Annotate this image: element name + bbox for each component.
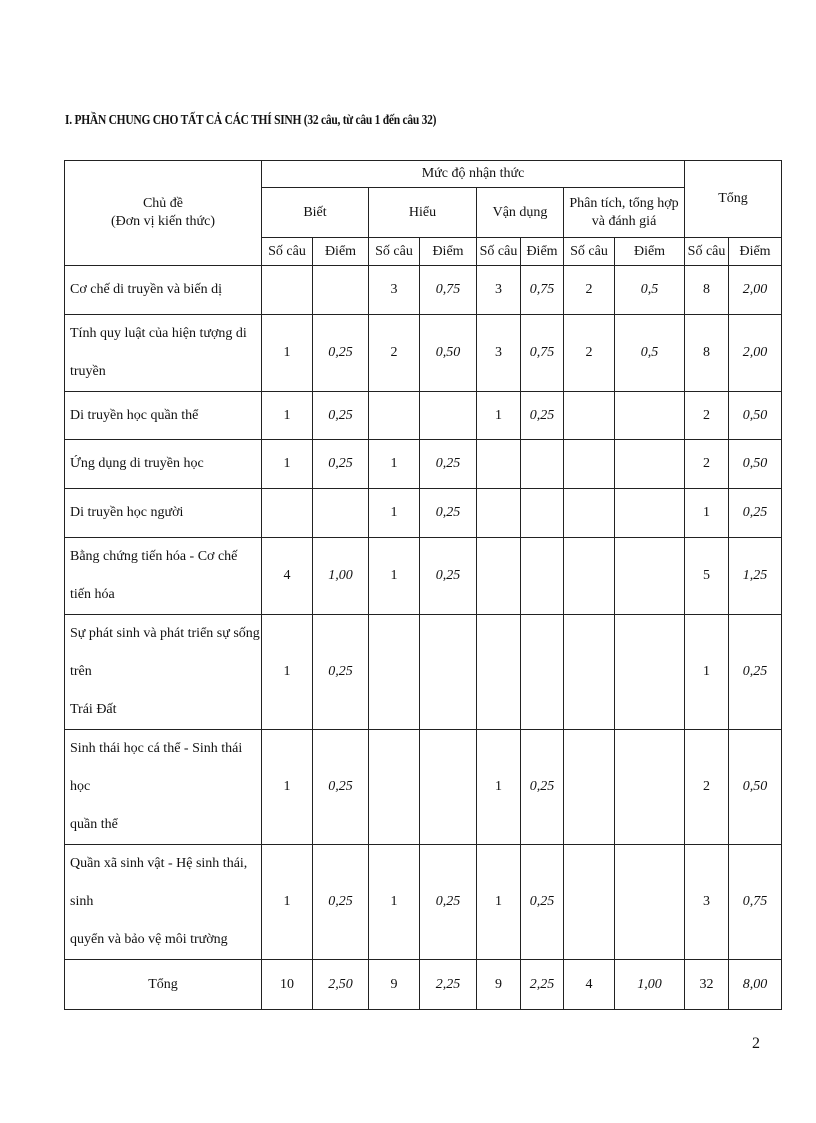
so-cau-cell: 4 <box>564 960 615 1010</box>
diem-cell: 0,25 <box>313 392 369 440</box>
diem-cell: 1,25 <box>729 538 782 615</box>
so-cau-cell: 1 <box>262 440 313 489</box>
table-row <box>65 845 782 960</box>
topic-cell <box>65 266 262 315</box>
so-cau-cell: 9 <box>369 960 420 1010</box>
diem-cell <box>615 845 685 960</box>
topic-line: Sinh thái học cá thể - Sinh thái học <box>70 741 243 794</box>
so-cau-cell: 3 <box>477 266 521 315</box>
diem-cell: 0,5 <box>615 315 685 392</box>
diem-cell <box>420 730 477 845</box>
diem-cell <box>521 489 564 538</box>
table-row <box>65 266 782 315</box>
diem-cell: 2,00 <box>729 315 782 392</box>
so-cau-cell: 1 <box>685 615 729 730</box>
diem-cell: 0,25 <box>420 440 477 489</box>
so-cau-cell <box>564 615 615 730</box>
topic-line: quần thể <box>70 817 118 832</box>
van-dung-header: Vận dụng <box>477 188 564 238</box>
hieu-header: Hiểu <box>369 188 477 238</box>
topic-line: Di truyền học quần thể <box>70 407 199 423</box>
so-cau-cell: 1 <box>262 845 313 960</box>
so-cau-cell: 1 <box>477 845 521 960</box>
diem-cell: 1,00 <box>313 538 369 615</box>
diem-cell: 1,00 <box>615 960 685 1010</box>
so-cau-cell: 1 <box>477 730 521 845</box>
diem-cell: 0,50 <box>729 730 782 845</box>
diem-cell <box>615 615 685 730</box>
so-cau-cell: 1 <box>477 392 521 440</box>
diem-header: Điểm <box>615 238 685 266</box>
so-cau-cell: 8 <box>685 266 729 315</box>
diem-cell <box>313 489 369 538</box>
topic-line: Quần xã sinh vật - Hệ sinh thái, sinh <box>70 856 248 909</box>
topic-line: Sự phát sinh và phát triển sự sống trên <box>70 626 260 679</box>
diem-cell <box>521 538 564 615</box>
so-cau-cell: 1 <box>369 440 420 489</box>
topic-cell <box>65 315 262 392</box>
diem-cell: 0,75 <box>521 266 564 315</box>
so-cau-cell: 1 <box>369 538 420 615</box>
diem-cell: 0,75 <box>521 315 564 392</box>
table-row <box>65 730 782 845</box>
so-cau-cell: 3 <box>685 845 729 960</box>
so-cau-cell <box>477 538 521 615</box>
diem-cell: 0,5 <box>615 266 685 315</box>
so-cau-cell: 1 <box>369 845 420 960</box>
page-number: 2 <box>752 1035 760 1052</box>
so-cau-cell <box>564 489 615 538</box>
diem-cell <box>615 392 685 440</box>
so-cau-cell <box>262 489 313 538</box>
diem-cell: 0,50 <box>729 440 782 489</box>
so-cau-cell: 1 <box>262 730 313 845</box>
so-cau-header: Số câu <box>262 238 313 266</box>
so-cau-cell: 2 <box>685 392 729 440</box>
so-cau-header: Số câu <box>685 238 729 266</box>
diem-header: Điểm <box>313 238 369 266</box>
topic-line: Cơ chế di truyền và biến dị <box>70 282 223 297</box>
phan-tich-header <box>564 188 685 238</box>
knowledge-matrix-table <box>64 160 782 1010</box>
so-cau-cell: 1 <box>685 489 729 538</box>
so-cau-cell <box>477 440 521 489</box>
topic-header-line2: (Đơn vị kiến thức) <box>110 214 216 229</box>
so-cau-header: Số câu <box>564 238 615 266</box>
diem-cell: 0,25 <box>420 489 477 538</box>
so-cau-cell: 8 <box>685 315 729 392</box>
so-cau-cell: 3 <box>369 266 420 315</box>
so-cau-cell <box>564 392 615 440</box>
so-cau-cell <box>477 615 521 730</box>
table-row <box>65 489 782 538</box>
so-cau-cell: 5 <box>685 538 729 615</box>
table-row <box>65 315 782 392</box>
diem-header: Điểm <box>521 238 564 266</box>
diem-cell: 0,25 <box>313 845 369 960</box>
table-row <box>65 538 782 615</box>
topic-line: Trái Đất <box>70 702 117 717</box>
topic-line: Tính quy luật của hiện tượng di truyền <box>70 326 247 379</box>
topic-line: Ứng dụng di truyền học <box>70 456 204 471</box>
phan-tich-header-line1: Phân tích, tổng hợp <box>569 195 679 211</box>
so-cau-cell: 2 <box>685 440 729 489</box>
total-row <box>65 960 782 1010</box>
topic-cell <box>65 489 262 538</box>
so-cau-cell <box>369 615 420 730</box>
diem-cell: 2,50 <box>313 960 369 1010</box>
diem-cell <box>420 615 477 730</box>
so-cau-cell: 1 <box>369 489 420 538</box>
diem-cell: 0,25 <box>729 489 782 538</box>
diem-cell: 0,25 <box>521 392 564 440</box>
table-row <box>65 440 782 489</box>
so-cau-cell <box>564 440 615 489</box>
so-cau-cell: 10 <box>262 960 313 1010</box>
diem-cell: 8,00 <box>729 960 782 1010</box>
so-cau-cell: 32 <box>685 960 729 1010</box>
so-cau-cell <box>564 845 615 960</box>
total-label: Tổng <box>65 960 262 1010</box>
so-cau-cell: 2 <box>564 315 615 392</box>
diem-cell: 0,25 <box>521 730 564 845</box>
so-cau-cell <box>262 266 313 315</box>
so-cau-cell: 9 <box>477 960 521 1010</box>
topic-cell <box>65 730 262 845</box>
diem-cell: 0,25 <box>521 845 564 960</box>
so-cau-cell: 1 <box>262 315 313 392</box>
diem-cell: 2,25 <box>420 960 477 1010</box>
level-group-header: Mức độ nhận thức <box>262 161 685 188</box>
so-cau-cell <box>564 538 615 615</box>
diem-cell: 0,25 <box>313 315 369 392</box>
diem-cell: 0,25 <box>420 538 477 615</box>
diem-cell: 0,25 <box>313 440 369 489</box>
diem-cell: 0,25 <box>729 615 782 730</box>
so-cau-cell: 2 <box>369 315 420 392</box>
topic-line: quyển và bảo vệ môi trường <box>70 932 228 947</box>
topic-cell <box>65 538 262 615</box>
diem-cell <box>615 440 685 489</box>
so-cau-cell: 4 <box>262 538 313 615</box>
topic-cell <box>65 440 262 489</box>
diem-cell: 0,25 <box>313 615 369 730</box>
diem-cell: 0,50 <box>420 315 477 392</box>
biet-header: Biết <box>262 188 369 238</box>
diem-cell: 2,25 <box>521 960 564 1010</box>
diem-cell: 0,75 <box>420 266 477 315</box>
diem-cell <box>420 392 477 440</box>
diem-header: Điểm <box>420 238 477 266</box>
so-cau-cell: 1 <box>262 392 313 440</box>
total-header: Tổng <box>685 161 782 238</box>
so-cau-cell <box>564 730 615 845</box>
so-cau-cell: 1 <box>262 615 313 730</box>
so-cau-header: Số câu <box>477 238 521 266</box>
diem-cell <box>313 266 369 315</box>
so-cau-cell <box>369 730 420 845</box>
diem-header: Điểm <box>729 238 782 266</box>
so-cau-cell <box>477 489 521 538</box>
diem-cell: 0,50 <box>729 392 782 440</box>
so-cau-header: Số câu <box>369 238 420 266</box>
diem-cell <box>521 615 564 730</box>
diem-cell <box>521 440 564 489</box>
table-row <box>65 392 782 440</box>
so-cau-cell <box>369 392 420 440</box>
diem-cell: 0,25 <box>420 845 477 960</box>
diem-cell <box>615 538 685 615</box>
diem-cell <box>615 489 685 538</box>
topic-header-line1: Chủ đề <box>142 196 184 211</box>
diem-cell: 2,00 <box>729 266 782 315</box>
diem-cell: 0,25 <box>313 730 369 845</box>
topic-line: Di truyền học người <box>70 505 184 520</box>
so-cau-cell: 2 <box>564 266 615 315</box>
so-cau-cell: 2 <box>685 730 729 845</box>
phan-tich-header-line2: và đánh giá <box>591 213 657 229</box>
section-title: I. PHẦN CHUNG CHO TẤT CẢ CÁC THÍ SINH (32 câu, từ câu 1 đến câu 32) <box>65 113 437 128</box>
matrix-body <box>65 266 782 1010</box>
topic-cell <box>65 392 262 440</box>
diem-cell <box>615 730 685 845</box>
diem-cell: 0,75 <box>729 845 782 960</box>
topic-cell <box>65 845 262 960</box>
topic-cell <box>65 615 262 730</box>
so-cau-cell: 3 <box>477 315 521 392</box>
topic-header <box>65 161 262 266</box>
topic-line: Bằng chứng tiến hóa - Cơ chế tiến hóa <box>70 549 238 602</box>
table-row <box>65 615 782 730</box>
